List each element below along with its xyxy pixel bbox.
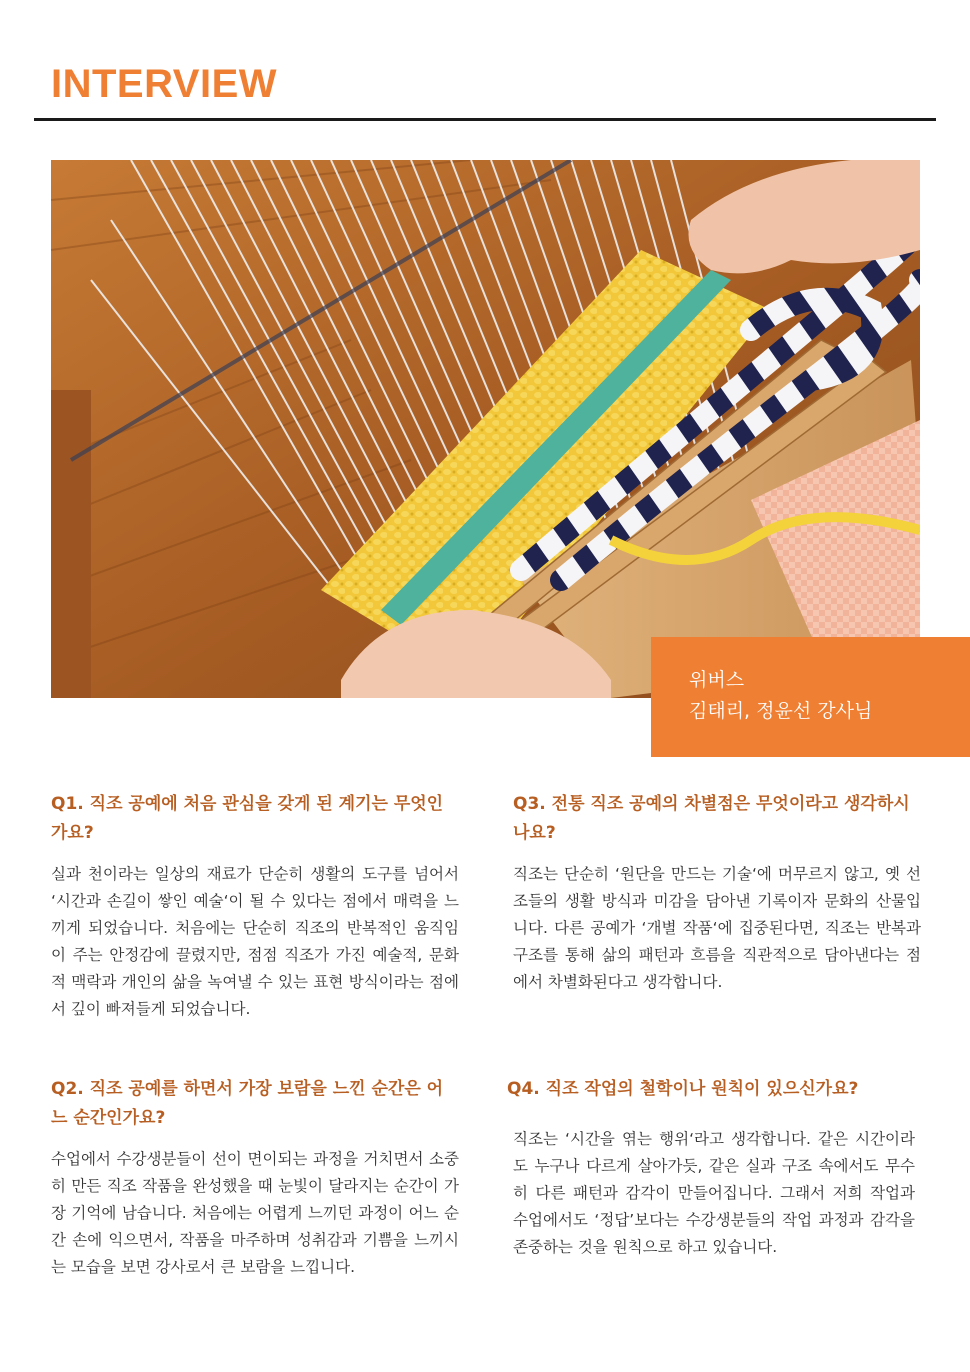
question-2: Q2. 직조 공예를 하면서 가장 보람을 느낀 순간은 어느 순간인가요?	[51, 1079, 444, 1128]
question-4: Q4. 직조 작업의 철학이나 원칙이 있으신가요?	[507, 1079, 859, 1099]
caption-names: 김태리, 정윤선 강사님	[689, 700, 873, 722]
page-title: INTERVIEW	[51, 62, 278, 106]
question-3: Q3. 전통 직조 공예의 차별점은 무엇이라고 생각하시나요?	[513, 794, 910, 843]
caption-organization: 위버스	[689, 669, 745, 691]
qa-block-3	[513, 790, 921, 996]
answer-4: 직조는 ‘시간을 엮는 행위‘라고 생각합니다. 같은 시간이라도 누구나 다르게 살아가듯, 같은 실과 구조 속에서도 무수히 다른 패턴과 감각이 만들어집니다. 그래서 저희 작업과 수업에서도 ‘정답’보다는 수강생분들의 작업 과정과 감각을 존중하는 것을 원칙으로 하고 있습니다.	[513, 1130, 915, 1256]
answer-1: 실과 천이라는 일상의 재료가 단순히 생활의 도구를 넘어서 ‘시간과 손길이 쌓인 예술‘이 될 수 있다는 점에서 매력을 느끼게 되었습니다. 처음에는 단순히 직조의 반복적인 움직임이 주는 안정감에 끌렸지만, 점점 직조가 가진 예술적, 문화적 맥락과 개인의 삶을 녹여낼 수 있는 표현 방식이라는 점에서 깊이 빠져들게 되었습니다.	[51, 865, 459, 1018]
weaving-loom-photo	[51, 160, 920, 698]
qa-block-2	[51, 1075, 459, 1281]
interviewee-caption	[651, 637, 970, 757]
answer-3: 직조는 단순히 ‘원단을 만드는 기술‘에 머무르지 않고, 옛 선조들의 생활 방식과 미감을 담아낸 기록이자 문화의 산물입니다. 다른 공예가 ‘개별 작품‘에 집중된다면, 직조는 반복과 구조를 통해 삶의 패턴과 흐름을 직관적으로 담아낸다는 점에서 차별화된다고 생각합니다.	[513, 865, 921, 991]
title-divider	[34, 118, 936, 121]
answer-2: 수업에서 수강생분들이 선이 면이되는 과정을 거치면서 소중히 만든 직조 작품을 완성했을 때 눈빛이 달라지는 순간이 가장 기억에 남습니다. 처음에는 어렵게 느끼던 과정이 어느 순간 손에 익으면서, 작품을 마주하며 성취감과 기쁨을 느끼시는 모습을 보면 강사로서 큰 보람을 느낍니다.	[51, 1150, 459, 1276]
qa-block-4	[507, 1075, 915, 1261]
photo-illustration	[51, 160, 920, 698]
qa-block-1	[51, 790, 459, 1023]
question-1: Q1. 직조 공예에 처음 관심을 갖게 된 계기는 무엇인가요?	[51, 794, 444, 843]
